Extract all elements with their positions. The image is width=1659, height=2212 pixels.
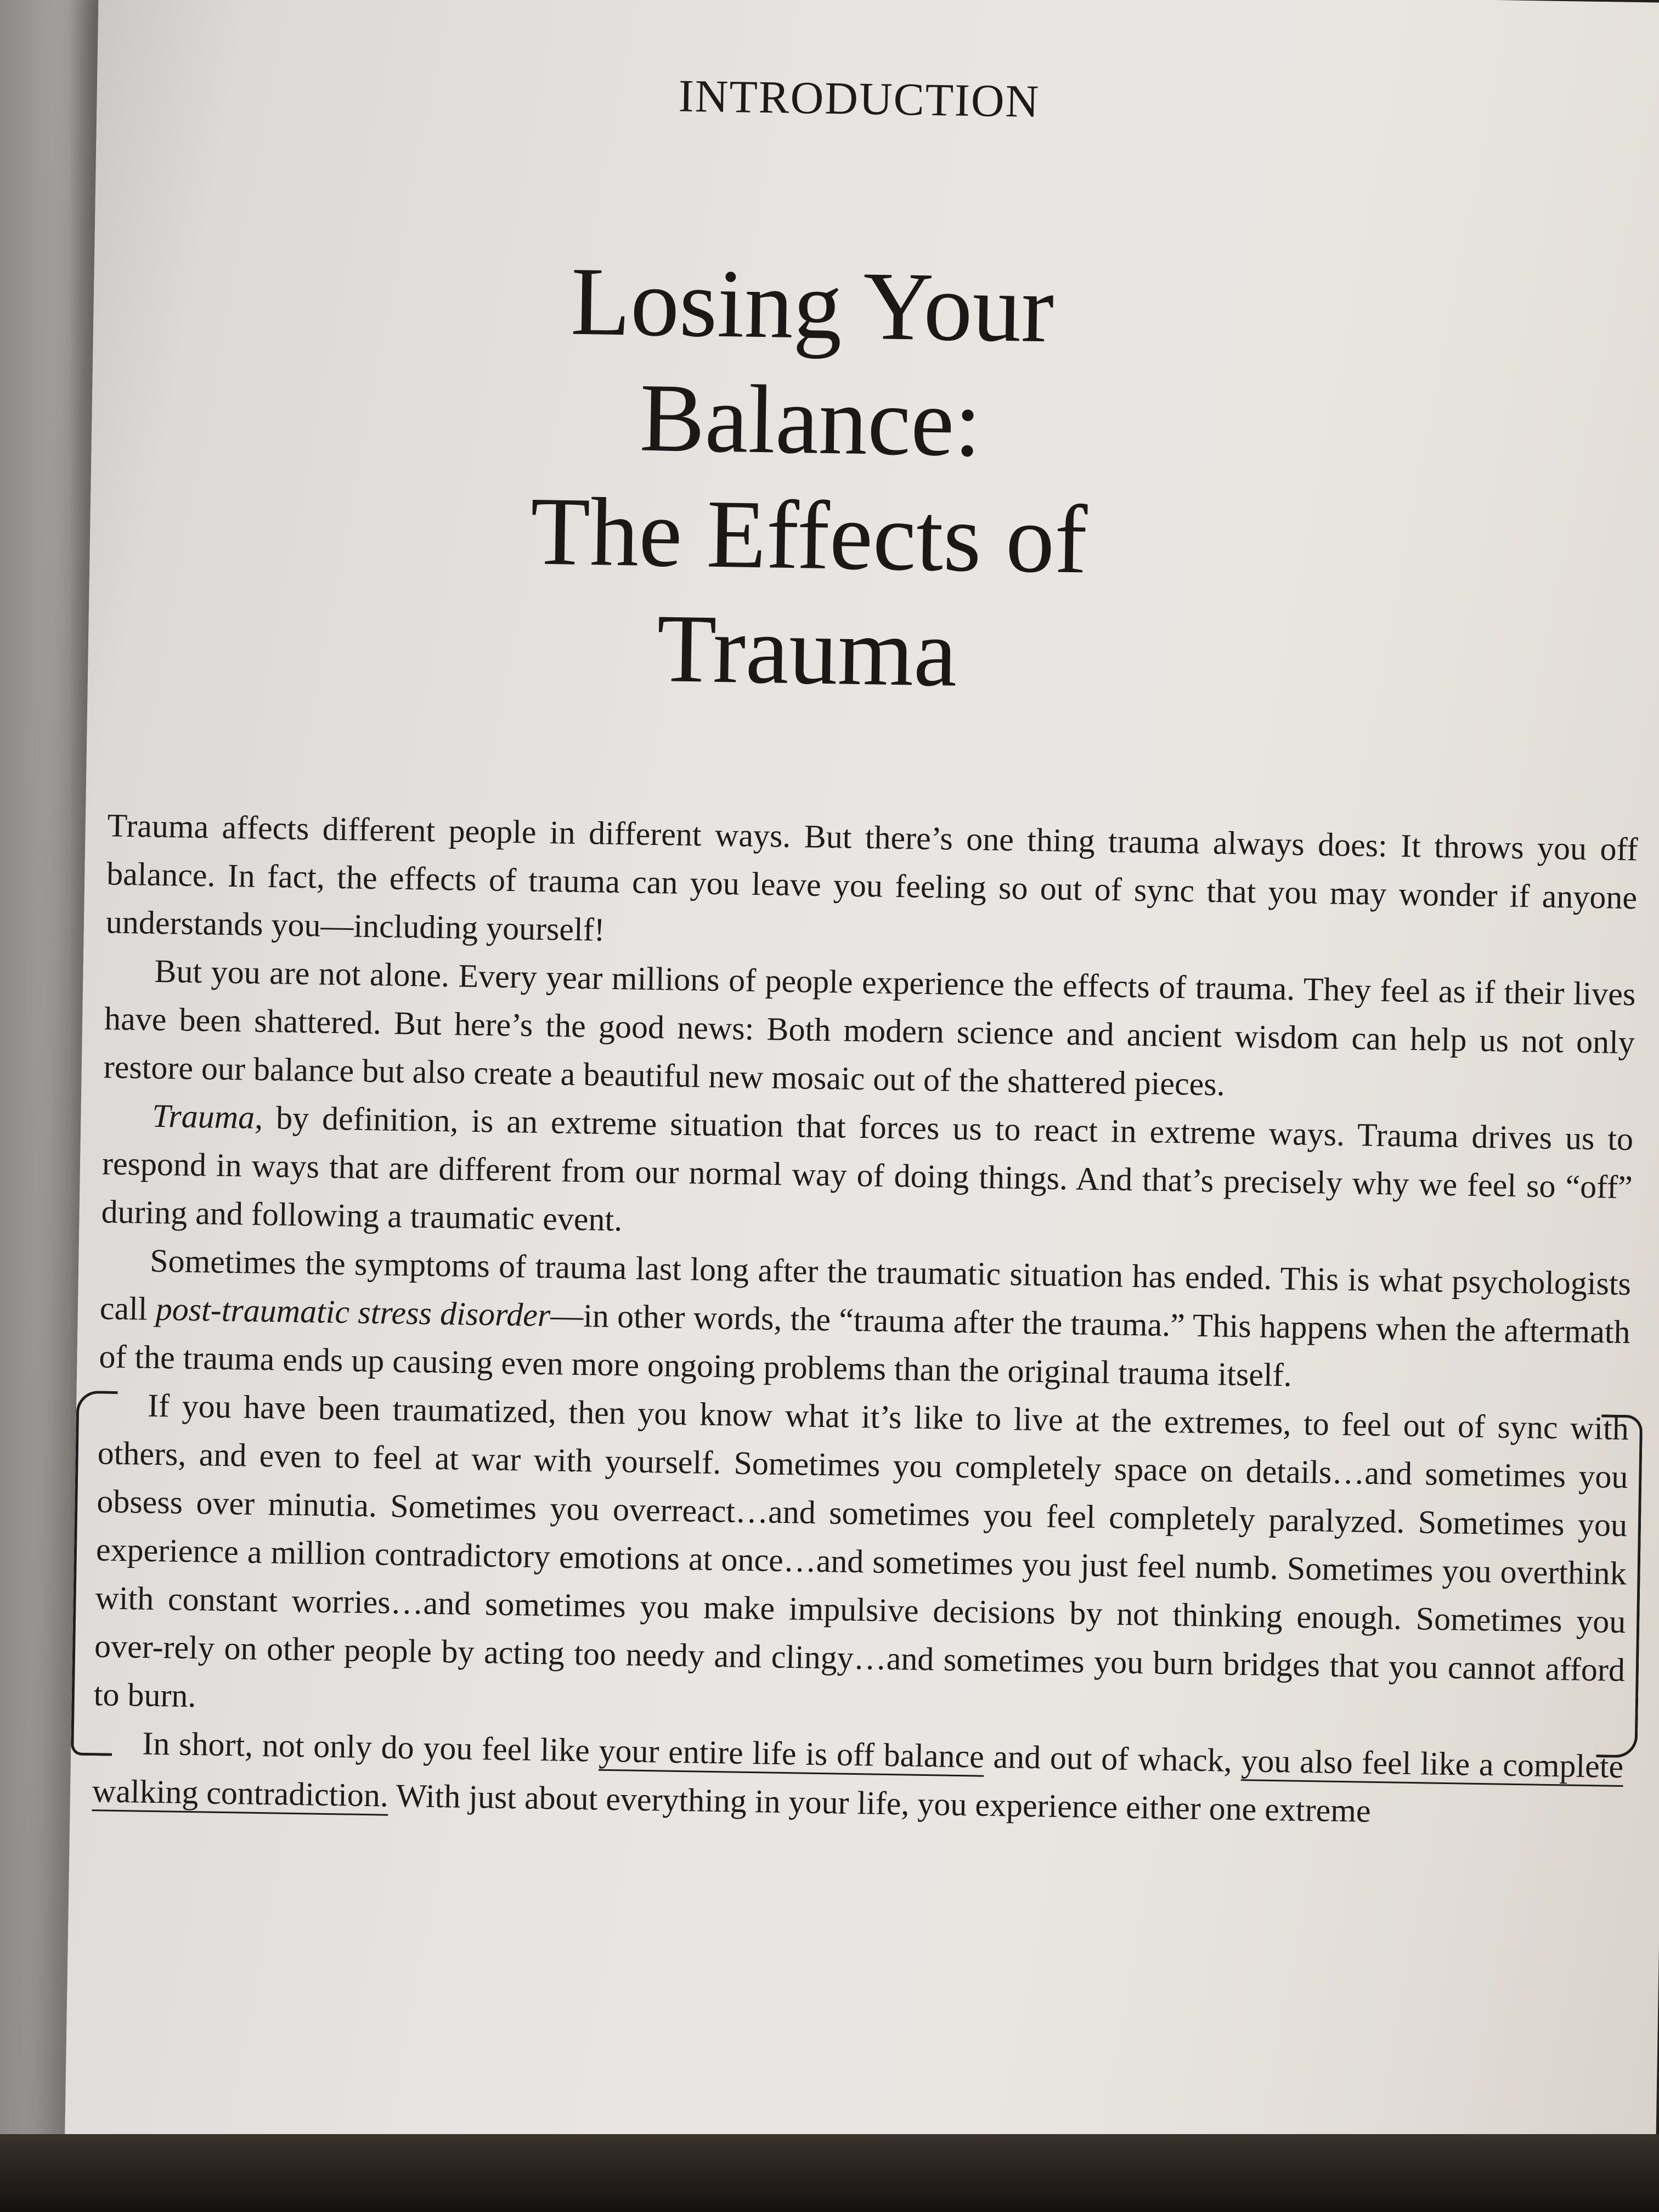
paragraph-6-text-b: and out of whack, <box>984 1738 1242 1779</box>
paragraph-4-text-b: —in other words, the “trauma after the trauma.” This happens when the aftermath of the trauma ends up causing even more ongoing problems than the original trauma itself. <box>99 1297 1631 1393</box>
paragraph-3-text: by definition, is an extreme situation that forces us to react in extreme ways. Trauma drives us to respond in ways that are different from our normal way of doing things. And that’s precisely why we feel so “off” during and following a traumatic event. <box>101 1099 1634 1238</box>
chapter-title-line-1: Losing Your Balance: <box>570 246 1055 477</box>
body-text <box>92 801 1638 1839</box>
paragraph-5-bracketed: If you have been traumatized, then you know what it’s like to live at the extremes, to feel out of sync with others, and even to feel at war with yourself. Sometimes you completely space on details…and sometimes you obsess over minutia. Sometimes you overreact…and sometimes you feel completely paralyzed. Sometimes you experience a million contradictory emotions at once…and sometimes you just feel numb. Sometimes you overthink with constant worries…and sometimes you make impulsive decisions by not thinking enough. Sometimes you over-rely on other people by acting too needy and clingy…and sometimes you burn bridges that you cannot afford to burn. <box>93 1387 1629 1714</box>
chapter-title-line-2: The Effects of Trauma <box>529 476 1088 707</box>
paragraph-3 <box>101 1091 1634 1260</box>
running-head: INTRODUCTION <box>678 70 1040 127</box>
paragraph-6-text-a: In short, not only do you feel like <box>142 1725 600 1769</box>
paragraph-1: Trauma affects different people in different ways. But there’s one thing trauma always does: It throws you off balance. In fact, the effects of trauma can you leave you feeling so out of sync that you may wonder if anyone understands you—including yourself! <box>105 807 1638 948</box>
paragraph-2: But you are not alone. Every year millions of people experience the effects of trauma. They feel as if their lives have been shattered. But here’s the good news: Both modern science and ancient wisdom can help us not only restore our balance but also create a beautiful new mosaic out of the shattered pieces. <box>103 952 1636 1103</box>
book-page <box>65 0 1659 2181</box>
table-shadow <box>0 2134 1659 2212</box>
paragraph-3-emphasis: Trauma, <box>151 1097 263 1136</box>
chapter-title <box>394 241 1224 714</box>
paragraph-6-text-c: With just about everything in your life, you experience either one extreme <box>388 1777 1372 1829</box>
paragraph-4-text-a: Sometimes the symptoms of trauma last long after the traumatic situation has ended. This is what psychologists call <box>99 1242 1632 1327</box>
underlined-phrase-1: your entire life is off balance <box>599 1732 985 1775</box>
pen-bracket-left <box>71 1391 117 1756</box>
underlined-phrase-2: you also feel like a complete walking contradiction. <box>92 1742 1624 1814</box>
pen-bracket-right <box>1596 1414 1643 1758</box>
paragraph-4-emphasis: post-traumatic stress disorder <box>155 1290 551 1334</box>
paragraph-4 <box>99 1235 1632 1404</box>
